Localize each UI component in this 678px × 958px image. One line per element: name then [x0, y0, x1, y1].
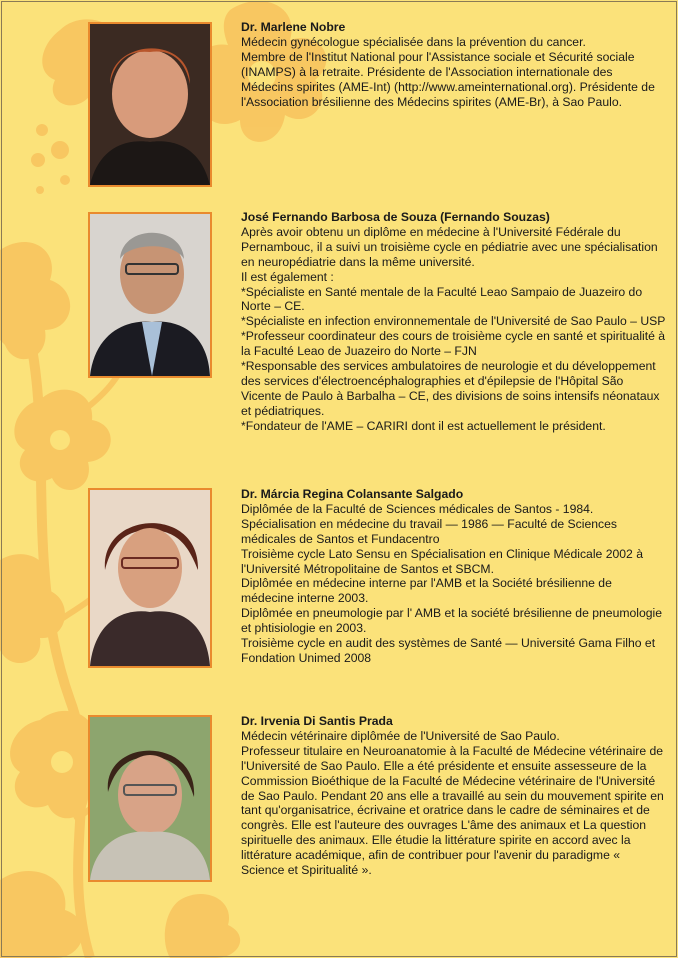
bio-text: Diplômée de la Faculté de Sciences médicales de Santos - 1984. Spécialisation en médecine du travail — 1986 — Faculté de Sciences médicales de Santos et Fundacentro Troisième cycle Lato Sensu en Spécialisation en Clinique Médicale 2002 à l'Université Métropolitaine de Santos et SBCM. Diplômée en médecine interne par l'AMB et la Société brésilienne de médecine interne 2003. Diplômée en pneumologie par l' AMB et la société brésilienne de pneumologie et phtisiologie en 2003. Troisième cycle en audit des systèmes de Santé — Université Gama Filho et Fondation Unimed 2008 — [241, 501, 663, 665]
portrait-photo — [88, 22, 212, 187]
bio-name: Dr. Irvenia Di Santis Prada — [241, 714, 393, 728]
portrait-photo — [88, 488, 212, 668]
bio-name: Dr. Márcia Regina Colansante Salgado — [241, 487, 464, 501]
bio-name: Dr. Marlene Nobre — [241, 20, 346, 34]
portrait-photo — [88, 212, 212, 378]
bio-text: Médecin vétérinaire diplômée de l'Université de Sao Paulo. Professeur titulaire en Neuroanatomie à la Faculté de Médecine vétérinaire de l'Université de Sao Paulo. Elle a été présidente et ensuite assesseure de la Commission Bioéthique de la Faculté de Médecine vétérinaire de l'Université de Sao Paulo. Pendant 20 ans elle a travaillé au sein du mouvement spirite en tant qu'organisatrice, écrivaine et oratrice dans le cadre de séminaires et de congrès. Elle est l'auteure des ouvrages L'âme des animaux et La question spirituelle des animaux. Elle étudie la littérature spirite en accord avec la littérature académique, afin de contribuer pour l'avenir du paradigme « Science et Spiritualité ». — [241, 728, 664, 878]
bio-text: Après avoir obtenu un diplôme en médecine à l'Université Fédérale du Pernambouc, il a suivi un troisième cycle en pédiatrie avec une spécialisation en neuropédiatrie dans la même université. Il est également : *Spécialiste en Santé mentale de la Faculté Leao Sampaio de Juazeiro do Norte – CE. *Spécialiste en infection environnementale de l'Université de Sao Paulo – USP *Professeur coordinateur des cours de troisième cycle en santé et spiritualité à la Faculté Leao de Juazeiro do Norte – FJN *Responsable des services ambulatoires de neurologie et du développement des services d'électroencéphalographies et d'épilepsie de l'Hôpital São Vicente de Paulo à Barbalha – CE, des divisions de soins intensifs néonataux et pédiatriques. *Fondateur de l'AME – CARIRI dont il est actuellement le président. — [241, 224, 666, 433]
portrait-photo — [88, 715, 212, 882]
bio-text: Médecin gynécologue spécialisée dans la prévention du cancer. Membre de l'Institut National pour l'Assistance sociale et Sécurité sociale (INAMPS) à la retraite. Présidente de l'Association internationale des Médecins spirites (AME-Int) (http://www.ameinternational.org). Présidente de l'Association brésilienne des Médecins spirites (AME-Br), à Sao Paulo. — [241, 34, 655, 109]
bio-name: José Fernando Barbosa de Souza (Fernando Souzas) — [241, 210, 550, 224]
